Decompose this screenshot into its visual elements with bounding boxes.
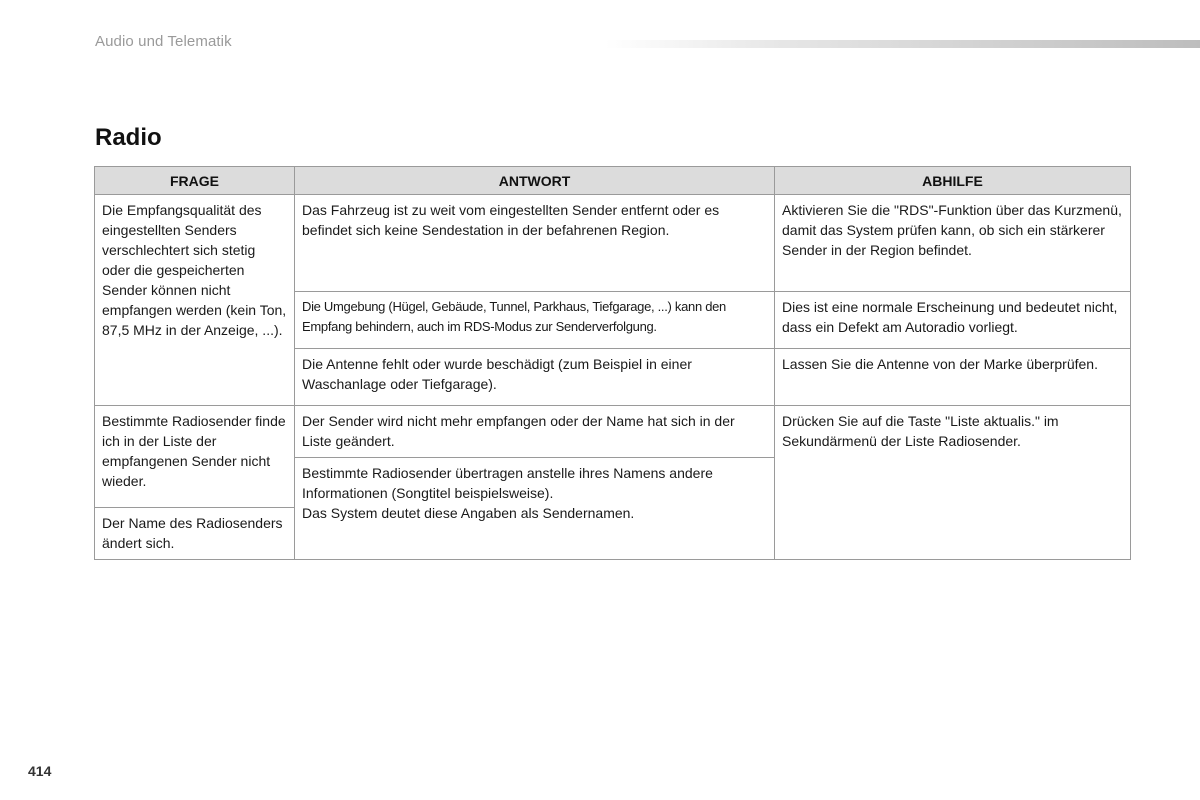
page-number: 414 xyxy=(28,763,52,779)
page-title: Radio xyxy=(95,124,162,151)
answer-line: Das System deutet diese Angaben als Sendernamen. xyxy=(302,505,635,521)
question-cell: Bestimmte Radiosender finde ich in der Liste der empfangenen Sender nicht wieder. xyxy=(95,406,295,508)
answer-cell: Das Fahrzeug ist zu weit vom eingestellten Sender entfernt oder es befindet sich keine Sendestation in der befahrenen Region. xyxy=(295,195,775,292)
table-header-row xyxy=(95,167,1131,195)
remedy-cell: Aktivieren Sie die "RDS"-Funktion über das Kurzmenü, damit das System prüfen kann, ob sich ein stärkerer Sender in der Region befindet. xyxy=(775,195,1131,292)
column-header-frage: FRAGE xyxy=(95,167,295,195)
column-header-antwort: ANTWORT xyxy=(295,167,775,195)
table-row xyxy=(95,406,1131,458)
remedy-cell: Dies ist eine normale Erscheinung und bedeutet nicht, dass ein Defekt am Autoradio vorliegt. xyxy=(775,292,1131,349)
column-header-abhilfe: ABHILFE xyxy=(775,167,1131,195)
answer-line: Bestimmte Radiosender übertragen anstelle ihres Namens andere Informationen (Songtitel beispielsweise). xyxy=(302,465,713,501)
header-decorative-bar xyxy=(605,40,1200,48)
question-cell: Der Name des Radiosenders ändert sich. xyxy=(95,508,295,560)
answer-cell: Die Antenne fehlt oder wurde beschädigt (zum Beispiel in einer Waschanlage oder Tiefgarage). xyxy=(295,349,775,406)
section-header: Audio und Telematik xyxy=(95,33,232,50)
troubleshooting-table xyxy=(94,166,1131,560)
remedy-cell: Lassen Sie die Antenne von der Marke überprüfen. xyxy=(775,349,1131,406)
table-row xyxy=(95,195,1131,292)
remedy-cell: Drücken Sie auf die Taste "Liste aktualis." im Sekundärmenü der Liste Radiosender. xyxy=(775,406,1131,560)
question-cell: Die Empfangsqualität des eingestellten Senders verschlechtert sich stetig oder die gespeicherten Sender können nicht empfangen werden (kein Ton, 87,5 MHz in der Anzeige, ...). xyxy=(95,195,295,406)
answer-cell: Die Umgebung (Hügel, Gebäude, Tunnel, Parkhaus, Tiefgarage, ...) kann den Empfang behindern, auch im RDS-Modus zur Senderverfolgung. xyxy=(295,292,775,349)
answer-cell: Der Sender wird nicht mehr empfangen oder der Name hat sich in der Liste geändert. xyxy=(295,406,775,458)
answer-cell xyxy=(295,458,775,560)
